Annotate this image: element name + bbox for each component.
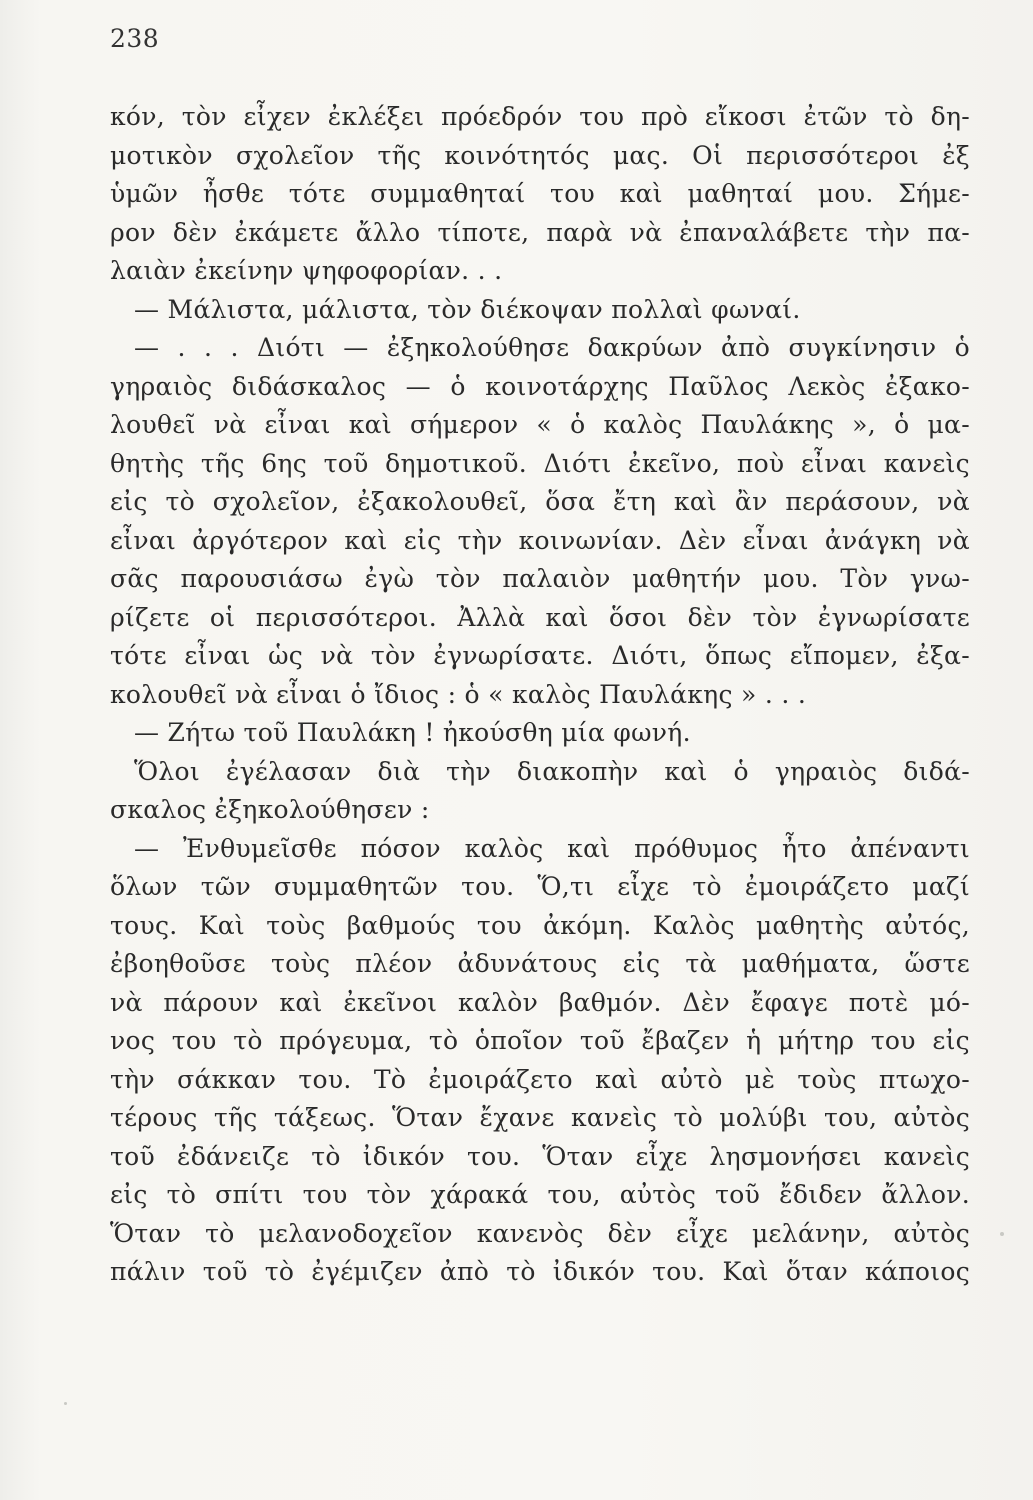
text-line: νὰ πάρουν καὶ ἐκεῖνοι καλὸν βαθμόν. Δὲν ἔφαγε ποτὲ μό-	[110, 987, 970, 1017]
text-line: λαιὰν ἐκείνην ψηφοφορίαν. . .	[110, 256, 503, 285]
text-line: λουθεῖ νὰ εἶναι καὶ σήμερον « ὁ καλὸς Παυλάκης », ὁ μα-	[110, 410, 970, 439]
text-line: σᾶς παρουσιάσω ἐγὼ τὸν παλαιὸν μαθητήν μου. Τὸν γνω-	[110, 564, 970, 593]
text-line: ἐβοηθοῦσε τοὺς πλέον ἀδυνάτους εἰς τὰ μαθήματα, ὥστε	[110, 949, 970, 978]
text-line: τοῦ ἐδάνειζε τὸ ἰδικόν του. Ὅταν εἶχε λησμονήσει κανεὶς	[110, 1141, 970, 1171]
text-line: τέρους τῆς τάξεως. Ὅταν ἔχανε κανεὶς τὸ μολύβι του, αὐτὸς	[110, 1103, 970, 1132]
text-line: — . . . Διότι — ἐξηκολούθησε δακρύων ἀπὸ συγκίνησιν ὁ	[134, 333, 970, 362]
text-line: ρίζετε οἱ περισσότεροι. Ἀλλὰ καὶ ὅσοι δὲν τὸν ἐγνωρίσατε	[110, 602, 970, 632]
body-text	[110, 98, 970, 1292]
page-number: 238	[110, 24, 160, 53]
text-line: — Ζήτω τοῦ Παυλάκη ! ἠκούσθη μία φωνή.	[134, 718, 691, 747]
text-line: Ὅλοι ἐγέλασαν διὰ τὴν διακοπὴν καὶ ὁ γηραιὸς διδά-	[134, 756, 970, 786]
text-line: κολουθεῖ νὰ εἶναι ὁ ἴδιος : ὁ « καλὸς Παυλάκης » . . .	[110, 679, 807, 709]
text-line: σκαλος ἐξηκολούθησεν :	[110, 795, 430, 824]
paper-speck	[1000, 1232, 1004, 1236]
text-line: ρον δὲν ἐκάμετε ἄλλο τίποτε, παρὰ νὰ ἐπαναλάβετε τὴν πα-	[110, 217, 970, 247]
text-line: θητὴς τῆς 6ης τοῦ δημοτικοῦ. Διότι ἐκεῖνο, ποὺ εἶναι κανεὶς	[110, 448, 970, 478]
text-line: πάλιν τοῦ τὸ ἐγέμιζεν ἀπὸ τὸ ἰδικόν του. Καὶ ὅταν κάποιος	[110, 1257, 970, 1286]
text-line: μοτικὸν σχολεῖον τῆς κοινότητός μας. Οἱ περισσότεροι ἐξ	[110, 140, 970, 170]
text-line: — Μάλιστα, μάλιστα, τὸν διέκοψαν πολλαὶ φωναί.	[134, 294, 801, 324]
text-line: εἰς τὸ σπίτι του τὸν χάρακά του, αὐτὸς τοῦ ἔδιδεν ἄλλον.	[110, 1180, 970, 1209]
text-line: ὅλων τῶν συμμαθητῶν του. Ὅ,τι εἶχε τὸ ἐμοιράζετο μαζί	[110, 872, 970, 901]
text-line: νος του τὸ πρόγευμα, τὸ ὁποῖον τοῦ ἔβαζεν ἡ μήτηρ του εἰς	[110, 1026, 970, 1055]
text-line: ὑμῶν ἦσθε τότε συμμαθηταί του καὶ μαθηταί μου. Σήμε-	[110, 179, 970, 208]
paper-speck	[64, 1402, 67, 1405]
text-line: — Ἐνθυμεῖσθε πόσον καλὸς καὶ πρόθυμος ἦτο ἀπέναντι	[134, 833, 970, 863]
text-line: γηραιὸς διδάσκαλος — ὁ κοινοτάρχης Παῦλος Λεκὸς ἐξακο-	[110, 371, 970, 401]
text-line: εἰς τὸ σχολεῖον, ἐξακολουθεῖ, ὅσα ἔτη καὶ ἂν περάσουν, νὰ	[110, 487, 970, 516]
text-line: εἶναι ἀργότερον καὶ εἰς τὴν κοινωνίαν. Δὲν εἶναι ἀνάγκη νὰ	[110, 525, 970, 555]
text-line: τους. Καὶ τοὺς βαθμούς του ἀκόμη. Καλὸς μαθητὴς αὐτός,	[110, 910, 970, 940]
text-line: τότε εἶναι ὡς νὰ τὸν ἐγνωρίσατε. Διότι, ὅπως εἴπομεν, ἐξα-	[110, 641, 970, 670]
text-line: Ὅταν τὸ μελανοδοχεῖον κανενὸς δὲν εἶχε μελάνην, αὐτὸς	[110, 1218, 970, 1248]
text-line: τὴν σάκκαν του. Τὸ ἐμοιράζετο καὶ αὐτὸ μὲ τοὺς πτωχο-	[110, 1064, 970, 1094]
text-line: κόν, τὸν εἶχεν ἐκλέξει πρόεδρόν του πρὸ εἴκοσι ἐτῶν τὸ δη-	[110, 102, 970, 131]
